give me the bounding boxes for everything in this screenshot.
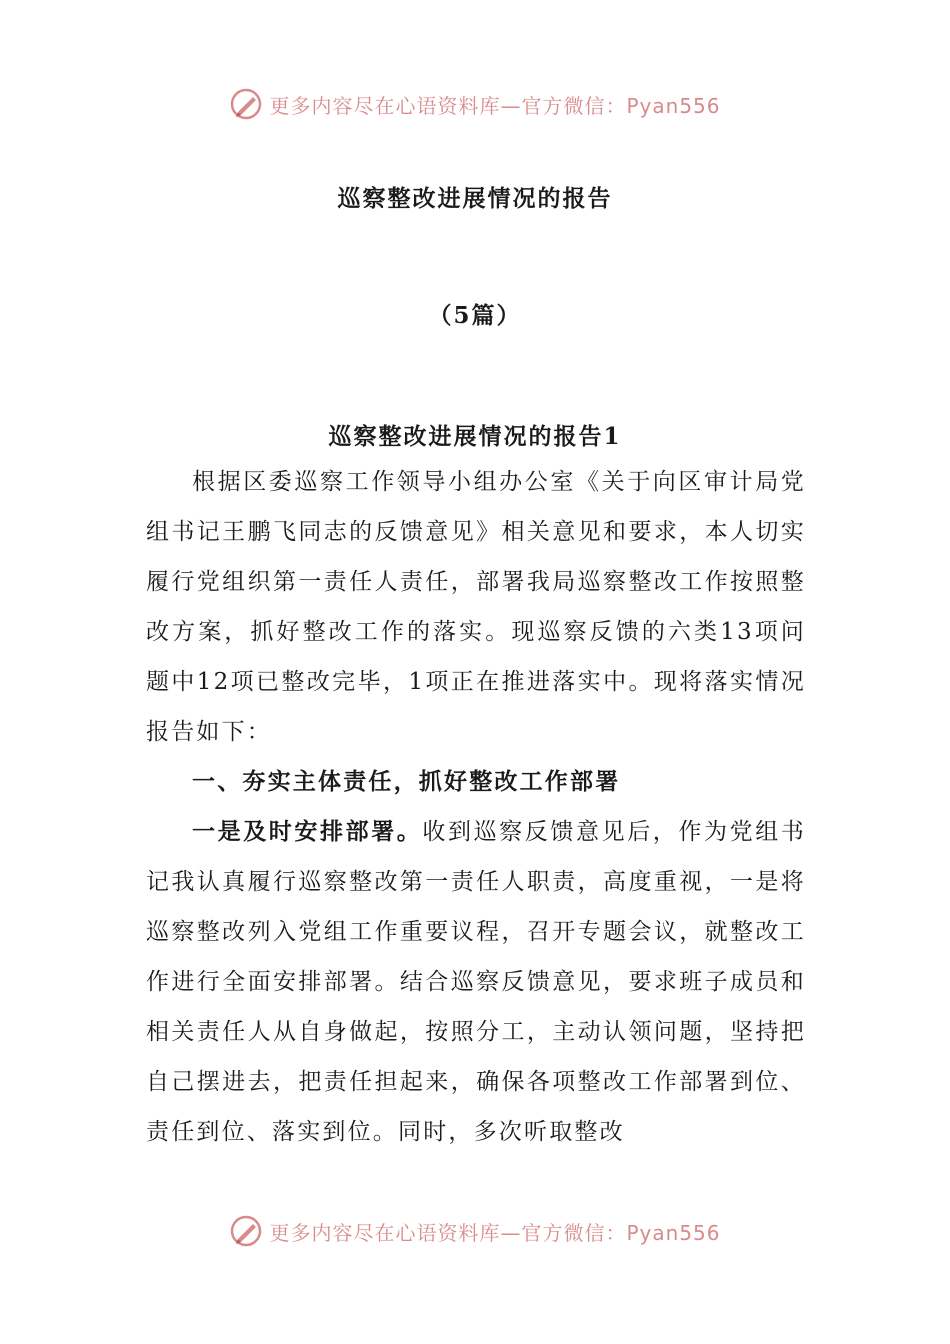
watermark-text: 更多内容尽在心语资料库—官方微信：Pyan556 xyxy=(269,93,721,118)
section-title: 巡察整改进展情况的报告1 xyxy=(328,423,622,450)
pen-logo-icon xyxy=(229,87,263,121)
watermark-banner-top xyxy=(0,84,950,124)
paragraph-lead: 一是及时安排部署。 xyxy=(192,818,423,845)
watermark-banner-bottom xyxy=(0,1211,950,1251)
pen-logo-icon xyxy=(229,1214,263,1248)
heading-one: 一、夯实主体责任，抓好整改工作部署 xyxy=(192,768,621,795)
watermark-text: 更多内容尽在心语资料库—官方微信：Pyan556 xyxy=(269,1220,721,1245)
document-count: （5篇） xyxy=(428,302,522,329)
paragraph-body: 收到巡察反馈意见后，作为党组书记我认真履行巡察整改第一责任人职责，高度重视，一是将巡察整改列入党组工作重要议程，召开专题会议，就整改工作进行全面安排部署。结合巡察反馈意见，要求班子成员和相关责任人从自身做起，按照分工，主动认领问题，坚持把自己摆进去，把责任担起来，确保各项整改工作部署到位、责任到位、落实到位。同时，多次听取整改 xyxy=(146,819,806,1145)
paragraph-deployment xyxy=(146,807,806,1157)
document-body xyxy=(146,457,806,1157)
paragraph-intro: 根据区委巡察工作领导小组办公室《关于向区审计局党组书记王鹏飞同志的反馈意见》相关意见和要求，本人切实履行党组织第一责任人责任，部署我局巡察整改工作按照整改方案，抓好整改工作的落实。现巡察反馈的六类13项问题中12项已整改完毕，1项正在推进落实中。现将落实情况报告如下： xyxy=(146,469,806,745)
document-title: 巡察整改进展情况的报告 xyxy=(337,185,613,212)
